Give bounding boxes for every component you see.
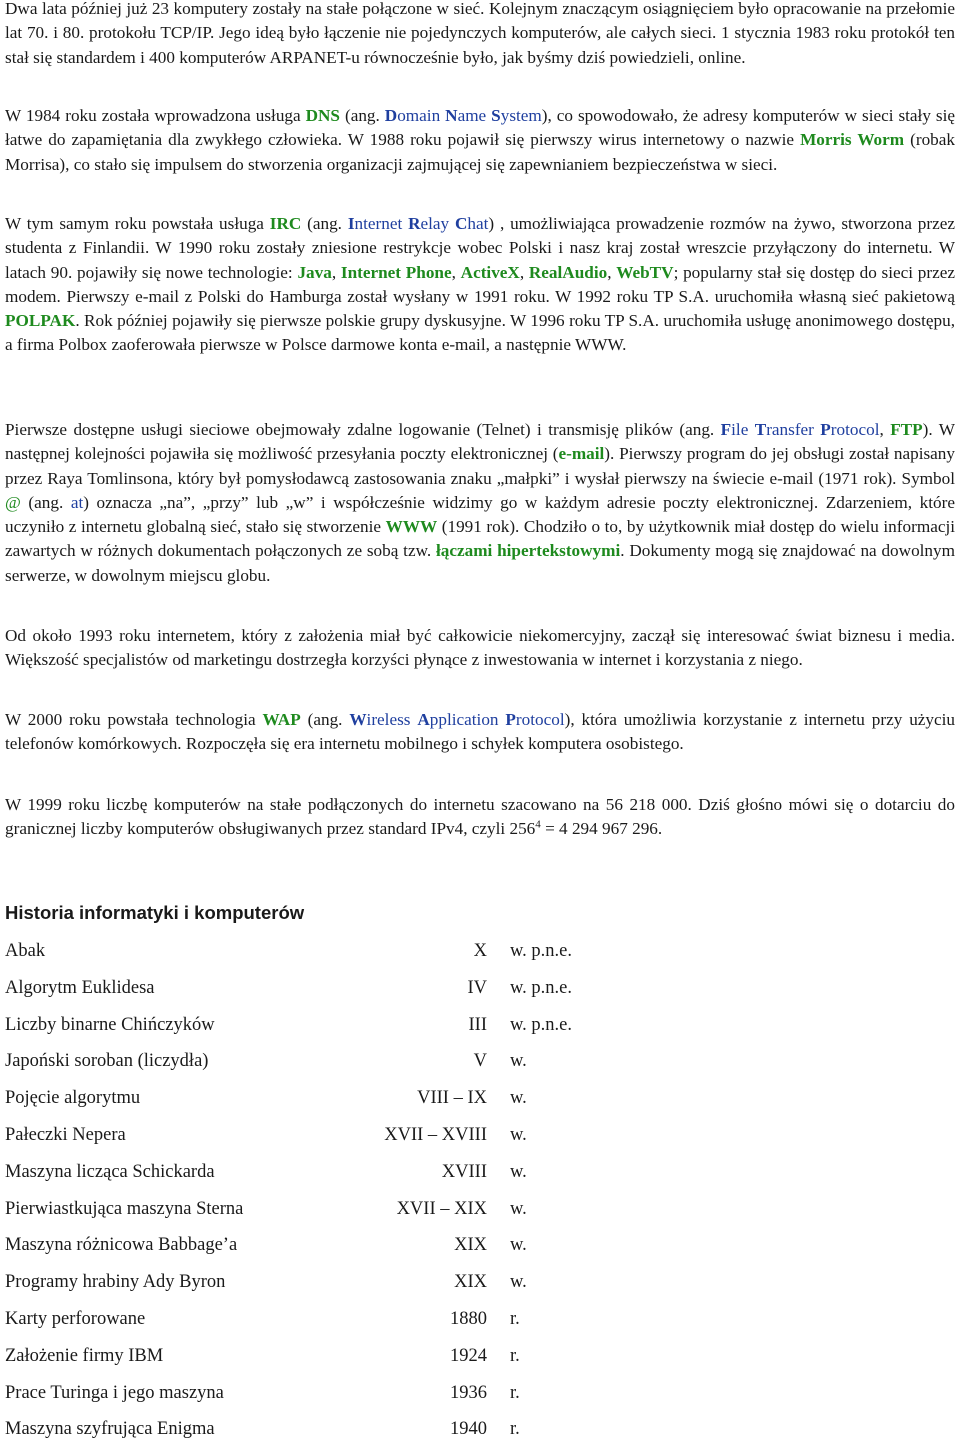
history-item-period: XVII – XIX xyxy=(396,1198,487,1219)
paragraph xyxy=(5,793,955,842)
text-run: . Dokumenty mogą się znajdować na dowolnym serwerze, w dowolnym miejscu globu. xyxy=(5,541,955,585)
highlighted-term: ransfer xyxy=(766,420,821,439)
paragraph xyxy=(5,418,955,588)
paragraph xyxy=(5,212,955,358)
highlighted-term: elay xyxy=(420,214,455,233)
text-run: 4 xyxy=(535,818,541,831)
text-run: . Rok później pojawiły się pierwsze polskie grupy dyskusyjne. W 1996 roku TP S.A. uruchomiła usługę anonimowego dostępu, a firma Polbox zaoferowała pierwsze w Polsce darmowe konta e-mail, a następnie WWW. xyxy=(5,311,955,355)
highlighted-term: S xyxy=(491,106,501,125)
text-run: ) , umożliwiająca prowadzenie rozmów na żywo, stworzona przez studenta z Finlandii. W 1990 roku zostały zniesione restrykcje wobec Polski i nasz kraj został wreszcie przyłączony do internetu. W latach 90. pojawiły się nowe technologie: xyxy=(5,214,955,282)
highlighted-term: DNS xyxy=(305,106,340,125)
history-item-unit: w. xyxy=(510,1124,527,1145)
text-run: , xyxy=(519,262,529,282)
history-item-period: XIX xyxy=(454,1272,487,1293)
history-item-name: Pojęcie algorytmu xyxy=(5,1088,141,1109)
highlighted-term: D xyxy=(384,106,398,125)
history-row xyxy=(5,1196,605,1233)
highlighted-term: I xyxy=(347,214,355,233)
highlighted-term: Internet Phone xyxy=(340,262,452,282)
text-run: ; popularny stał się dostęp do sieci przez modem. Pierwszy e-mail z Polski do Hamburga został wysłany w 1991 roku. W 1992 roku TP S.A. uruchomiła własną sieć pakietową xyxy=(5,262,955,306)
history-item-period: XIX xyxy=(454,1235,487,1256)
text-run: W 1999 roku liczbę komputerów na stałe podłączonych do internetu szacowano na 56 218 000. Dziś głośno mówi się o dotarciu do granicznej liczby komputerów obsługiwanych przez standard IPv4, czyli 256 xyxy=(5,795,955,839)
history-row xyxy=(5,1159,605,1196)
text-run: Od około 1993 roku internetem, który z założenia miał być całkowicie niekomercyjny, zaczął się interesować świat biznesu i media. Większość specjalistów od marketingu dostrzegła korzyści płynące z inwestowania w internet i korzystania z niego. xyxy=(5,626,955,670)
history-item-unit: w. p.n.e. xyxy=(510,977,572,998)
history-item-unit: w. xyxy=(510,1235,527,1256)
history-item-unit: w. xyxy=(510,1088,527,1109)
history-item-name: Maszyna różnicowa Babbage’a xyxy=(5,1235,238,1256)
highlighted-term: P xyxy=(505,710,516,729)
highlighted-term: FTP xyxy=(890,420,923,439)
highlighted-term: RealAudio xyxy=(528,262,608,282)
text-run: ), co spowodowało, że adresy komputerów w sieci stały się łatwe do zapamiętania dla zwykłego człowieka. W 1988 roku pojawił się pierwszy wirus internetowy o nazwie xyxy=(5,106,955,150)
text-run: (ang. xyxy=(340,106,385,125)
history-item-name: Maszyna szyfrująca Enigma xyxy=(5,1419,215,1440)
highlighted-term: ActiveX xyxy=(460,262,520,282)
highlighted-term: N xyxy=(445,106,458,125)
highlighted-term: Java xyxy=(297,262,332,282)
history-item-period: V xyxy=(473,1051,487,1072)
history-item-period: 1924 xyxy=(450,1345,487,1366)
text-run: W 2000 roku powstała technologia xyxy=(5,710,263,729)
text-run: (ang. xyxy=(20,492,71,512)
history-item-period: 1936 xyxy=(450,1382,487,1403)
highlighted-term: rotocol xyxy=(830,420,880,439)
history-item-unit: r. xyxy=(510,1308,520,1329)
text-run: ), która umożliwia korzystanie z internetu przy użyciu telefonów komórkowych. Rozpoczęła się era internetu mobilnego i schyłek komputera osobistego. xyxy=(5,710,956,754)
text-run: W tym samym roku powstała usługa xyxy=(5,214,270,233)
text-run: (robak Morrisa), co stało się impulsem do stworzenia organizacji zajmującej się zapewnianiem bezpieczeństwa w sieci. xyxy=(5,130,955,174)
history-item-name: Japoński soroban (liczydła) xyxy=(5,1051,209,1072)
history-item-name: Pałeczki Nepera xyxy=(5,1124,126,1145)
paragraph xyxy=(5,708,955,757)
history-row xyxy=(5,1416,605,1453)
history-item-period: XVIII xyxy=(441,1161,487,1182)
history-item-name: Abak xyxy=(5,941,46,961)
paragraph xyxy=(5,0,955,70)
highlighted-term: W xyxy=(349,710,367,729)
history-row xyxy=(5,1306,605,1343)
history-row xyxy=(5,1380,605,1417)
highlighted-term: ystem xyxy=(500,106,542,125)
text-run: ) oznacza „na”, „przy” lub „w” i współcześnie widzimy go w każdym adresie poczty elektronicznej. Zdarzeniem, które uczyniło z internetu globalną sieć, stało się stworzenie xyxy=(5,492,955,537)
history-row xyxy=(5,1343,605,1380)
text-run: (ang. xyxy=(300,710,350,729)
history-item-unit: w. xyxy=(510,1161,527,1182)
text-run: Pierwsze dostępne usługi sieciowe obejmowały zdalne logowanie (Telnet) i transmisję plików (ang. xyxy=(5,420,721,439)
history-item-period: 1940 xyxy=(450,1419,487,1440)
history-item-unit: w. xyxy=(510,1198,527,1219)
highlighted-term: ile xyxy=(731,420,755,439)
history-item-name: Programy hrabiny Ady Byron xyxy=(5,1272,226,1293)
history-item-name: Liczby binarne Chińczyków xyxy=(5,1014,215,1035)
history-row xyxy=(5,1232,605,1269)
highlighted-term: T xyxy=(754,420,767,439)
history-row xyxy=(5,975,605,1012)
history-row xyxy=(5,1048,605,1085)
history-item-period: 1880 xyxy=(450,1308,487,1329)
history-item-unit: w. xyxy=(510,1272,527,1293)
text-run: = 4 294 967 296. xyxy=(540,819,663,839)
text-run: (1991 rok). Chodziło o to, by użytkownik miał dostęp do wielu informacji zawartych w różnych dokumentach połączonych ze sobą tzw. xyxy=(5,517,955,561)
text-run: Dwa lata później już 23 komputery zostały na stałe połączone w sieć. Kolejnym znaczącym osiągnięciem było opracowanie na przełomie lat 70. i 80. protokołu TCP/IP. Jego ideą było łączenie nie pojedynczych komputerów, ale całych sieci. 1 stycznia 1983 roku protokół ten stał się standardem i 400 komputerów ARPANET-u równocześnie było, jak byśmy dziś powiedzieli, online. xyxy=(5,0,955,67)
history-item-unit: w. xyxy=(510,1051,527,1072)
highlighted-term: nternet xyxy=(354,214,409,233)
history-item-unit: r. xyxy=(510,1419,520,1440)
highlighted-term: F xyxy=(720,420,732,439)
history-item-name: Algorytm Euklidesa xyxy=(5,977,155,998)
highlighted-term: ame xyxy=(457,106,492,125)
highlighted-term: WWW xyxy=(385,517,438,537)
history-item-period: XVII – XVIII xyxy=(384,1124,487,1145)
text-run: , xyxy=(607,262,617,282)
highlighted-term: at xyxy=(70,492,84,512)
history-item-name: Maszyna licząca Schickarda xyxy=(5,1161,215,1182)
history-item-period: III xyxy=(468,1014,487,1035)
highlighted-term: @ xyxy=(5,492,21,512)
history-item-name: Karty perforowane xyxy=(5,1308,146,1329)
highlighted-term: IRC xyxy=(269,214,302,233)
highlighted-term: e-mail xyxy=(558,444,605,464)
highlighted-term: łączami hipertekstowymi xyxy=(435,541,621,561)
highlighted-term: WebTV xyxy=(616,262,674,282)
highlighted-term: POLPAK xyxy=(5,311,76,331)
highlighted-term: C xyxy=(454,214,468,233)
section-heading: Historia informatyki i komputerów xyxy=(5,902,305,923)
paragraph xyxy=(5,624,955,673)
highlighted-term: WAP xyxy=(262,710,301,729)
history-row xyxy=(5,938,605,975)
history-item-period: X xyxy=(473,941,487,961)
text-run: , xyxy=(879,420,891,439)
paragraph xyxy=(5,104,955,177)
history-item-unit: w. p.n.e. xyxy=(510,1014,572,1035)
text-run: ). W następnej kolejności pojawiła się możliwość przesyłania poczty elektronicznej ( xyxy=(5,420,955,464)
history-item-unit: r. xyxy=(510,1345,520,1366)
history-row xyxy=(5,1085,605,1122)
text-run: , xyxy=(451,262,461,282)
highlighted-term: omain xyxy=(397,106,446,125)
history-item-period: IV xyxy=(467,977,487,998)
history-item-name: Prace Turinga i jego maszyna xyxy=(5,1382,224,1403)
text-run: W 1984 roku została wprowadzona usługa xyxy=(5,106,306,125)
history-item-name: Pierwiastkująca maszyna Sterna xyxy=(5,1198,244,1219)
history-item-period: VIII – IX xyxy=(417,1088,487,1109)
text-run: (ang. xyxy=(301,214,348,233)
history-item-name: Założenie firmy IBM xyxy=(5,1345,164,1366)
text-run: ). Pierwszy program do jej obsługi został napisany przez Raya Tomlinsona, który był pomysłodawcą zastosowania znaku „małpki” i wysłał pierwszy na świecie e-mail (1971 rok). Symbol xyxy=(5,444,955,488)
highlighted-term: P xyxy=(820,420,831,439)
highlighted-term: A xyxy=(417,710,430,729)
highlighted-term: R xyxy=(408,214,421,233)
history-item-unit: r. xyxy=(510,1382,520,1403)
highlighted-term: Morris Worm xyxy=(800,130,905,150)
text-run: , xyxy=(331,262,341,282)
history-item-unit: w. p.n.e. xyxy=(510,941,572,961)
highlighted-term: pplication xyxy=(429,710,506,729)
history-list xyxy=(5,938,605,1453)
history-row xyxy=(5,1012,605,1049)
highlighted-term: ireless xyxy=(366,710,418,729)
highlighted-term: hat xyxy=(467,214,489,233)
history-row xyxy=(5,1269,605,1306)
highlighted-term: rotocol xyxy=(515,710,565,729)
history-row xyxy=(5,1122,605,1159)
